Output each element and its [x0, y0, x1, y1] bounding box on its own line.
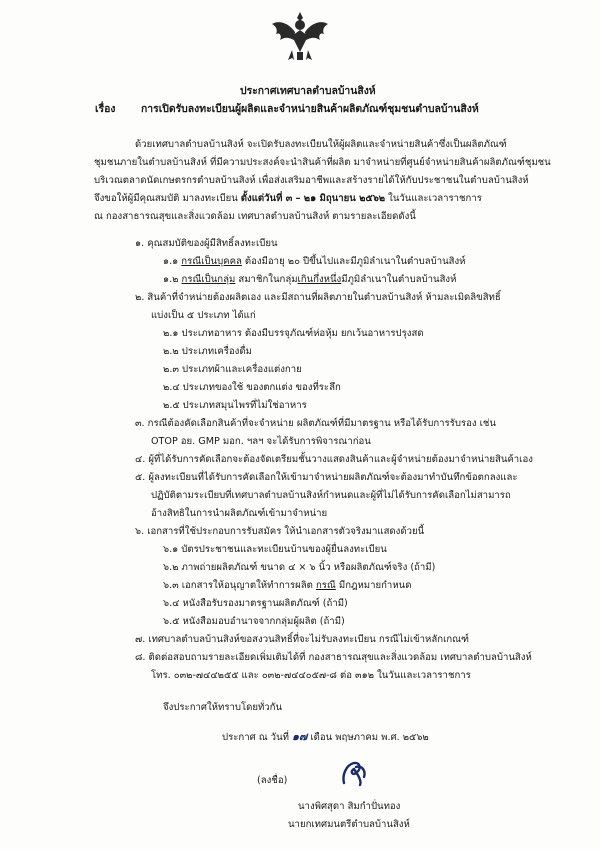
item-1: ๑. คุณสมบัติของผู้มีสิทธิ์ลงทะเบียน: [135, 238, 278, 249]
signer-title: นายกเทศมนตรีตำบลบ้านสิงห์: [288, 819, 410, 830]
item-1-2-majority: เกินกึ่งหนึ่ง: [297, 274, 342, 285]
registration-period: ตั้งแต่วันที่ ๓ – ๒๑ มิถุนายน ๒๕๖๒: [240, 193, 386, 204]
announce-date: [222, 731, 429, 744]
item-3-line-1: ๓. กรณีต้องคัดเลือกสินค้าที่จะจำหน่าย ผลิตภัณฑ์ที่มีมาตรฐาน หรือได้รับการรับรอง เช่น: [135, 418, 496, 429]
item-6-3: [163, 580, 411, 592]
item-5-line-2: ปฏิบัติตามระเบียบที่เทศบาลตำบลบ้านสิงห์กำหนดและผู้ที่ไม่ได้รับการคัดเลือกไม่สามารถ: [151, 490, 511, 501]
item-2-line-1: ๒. สินค้าที่จำหน่ายต้องผลิตเอง และมีสถานที่ผลิตภายในตำบลบ้านสิงห์ ห้ามละเมิดลิขสิทธิ์: [135, 292, 501, 303]
item-3-line-2: OTOP อย. GMP มอก. ฯลฯ จะได้รับการพิจารณาก่อน: [151, 436, 371, 447]
item-8-line-2: โทร. ๐๓๒-๗๔๔๒๕๕ และ ๐๓๒-๗๔๔๐๕๗-๘ ต่อ ๓๑๒ ในวันและเวลาราชการ: [151, 670, 471, 681]
item-6-3-text: ๖.๓ เอกสารให้อนุญาตให้ทำการผลิต: [163, 580, 316, 591]
intro-line-3: บริเวณตลาดนัดเกษตรกรตำบลบ้านสิงห์ เพื่อส่งเสริมอาชีพและสร้างรายได้ให้กับประชาชนในตำบลบ้านสิงห์: [94, 175, 529, 186]
item-1-2-tail: มีภูมิลำเนาในตำบลบ้านสิงห์: [341, 274, 457, 285]
item-1-2-num: ๑.๒: [163, 274, 182, 285]
intro-line-4-tail: ในวันและเวลาราชการ: [385, 193, 482, 204]
item-6-4: ๖.๔ หนังสือรับรองมาตรฐานผลิตภัณฑ์ (ถ้ามี): [163, 598, 348, 609]
intro-line-4-text: จึงขอให้ผู้มีคุณสมบัติ มาลงทะเบียน: [94, 193, 241, 204]
intro-line-5: ณ กองสาธารณสุขและสิ่งแวดล้อม เทศบาลตำบลบ้านสิงห์ ตามรายละเอียดดังนี้: [94, 211, 416, 222]
item-6-1: ๖.๑ บัตรประชาชนและทะเบียนบ้านของผู้ยื่นลงทะเบียน: [163, 544, 387, 555]
announce-day-handwritten: ๑๗: [292, 730, 308, 743]
signer-name: นางพิศสุดา สิมกำปั่นทอง: [298, 801, 401, 812]
item-5-line-1: ๕. ผู้ลงทะเบียนที่ได้รับการคัดเลือกให้เข้ามาจำหน่ายผลิตภัณฑ์จะต้องมาทำบันทึกข้อตกลงและ: [135, 472, 518, 483]
item-8-line-1: ๘. ติดต่อสอบถามรายละเอียดเพิ่มเติมได้ที่ กองสาธารณสุขและสิ่งแวดล้อม เทศบาลตำบลบ้านสิงห์: [135, 652, 532, 663]
subject-text: การเปิดรับลงทะเบียนผู้ผลิตและจำหน่ายสินค้าผลิตภัณฑ์ชุมชนตำบลบ้านสิงห์: [141, 103, 479, 115]
item-1-1: [163, 256, 466, 268]
item-6-3-case: กรณี: [315, 580, 336, 591]
signature-icon: [336, 757, 376, 789]
item-2-2: ๒.๒ ประเภทเครื่องดื่ม: [163, 346, 252, 357]
announce-date-label: ประกาศ ณ วันที่: [222, 732, 289, 743]
item-2-1: ๒.๑ ประเภทอาหาร ต้องมีบรรจุภัณฑ์ห่อหุ้ม ยกเว้นอาหารปรุงสด: [163, 328, 424, 339]
item-1-2-case: กรณีเป็นกลุ่ม: [181, 274, 236, 285]
item-6-3-tail: มีกฎหมายกำหนด: [335, 580, 412, 591]
item-5-line-3: อ้างสิทธิในการนำผลิตภัณฑ์เข้ามาจำหน่าย: [151, 508, 328, 519]
item-4: ๔. ผู้ที่ได้รับการคัดเลือกจะต้องจัดเตรียมชั้นวางแสดงสินค้าและผู้จำหน่ายต้องมาจำหน่ายสินค้าเอง: [135, 454, 533, 465]
announce-line: จึงประกาศให้ทราบโดยทั่วกัน: [163, 702, 283, 713]
intro-line-1: ด้วยเทศบาลตำบลบ้านสิงห์ จะเปิดรับลงทะเบียนให้ผู้ผลิตและจำหน่ายสินค้าซึ่งเป็นผลิตภัณฑ์: [135, 139, 507, 150]
item-1-1-case: กรณีเป็นบุคคล: [181, 256, 242, 267]
item-7: ๗. เทศบาลตำบลบ้านสิงห์ขอสงวนสิทธิ์ที่จะไม่รับลงทะเบียน กรณีไม่เข้าหลักเกณฑ์: [135, 634, 470, 645]
item-6-5: ๖.๕ หนังสือมอบอำนาจจากกลุ่มผู้ผลิต (ถ้ามี): [163, 616, 345, 627]
announcement-title: ประกาศเทศบาลตำบลบ้านสิงห์: [240, 85, 376, 97]
item-1-2-text: สมาชิกในกลุ่ม: [235, 274, 298, 285]
signed-label: (ลงชื่อ): [257, 775, 288, 786]
announce-month-year: เดือน พฤษภาคม พ.ศ. ๒๕๖๒: [307, 732, 429, 743]
item-1-2: [163, 274, 456, 286]
garuda-emblem-icon: [270, 10, 330, 62]
item-6: ๖. เอกสารที่ใช้ประกอบการรับสมัคร ให้นำเอกสารตัวจริงมาแสดงด้วยนี้: [135, 526, 425, 537]
item-2-3: ๒.๓ ประเภทผ้าและเครื่องแต่งกาย: [163, 364, 302, 375]
item-1-1-text: ต้องมีอายุ ๒๐ ปีขึ้นไปและมีภูมิลำเนาในตำบลบ้านสิงห์: [241, 256, 466, 267]
subject-label: เรื่อง: [95, 103, 116, 115]
item-1-1-num: ๑.๑: [163, 256, 182, 267]
item-2-line-2: แบ่งเป็น ๕ ประเภท ได้แก่: [151, 310, 256, 321]
intro-line-2: ชุมชนภายในตำบลบ้านสิงห์ ที่มีความประสงค์จะนำสินค้าที่ผลิต มาจำหน่ายที่ศูนย์จำหน่ายสินค้าผลิตภัณฑ์ชุมชน: [94, 157, 551, 168]
item-2-4: ๒.๔ ประเภทของใช้ ของตกแต่ง ของที่ระลึก: [163, 382, 341, 393]
item-6-2: ๖.๒ ภาพถ่ายผลิตภัณฑ์ ขนาด ๔ × ๖ นิ้ว หรือผลิตภัณฑ์จริง (ถ้ามี): [163, 562, 436, 573]
intro-line-4: [94, 193, 482, 205]
item-2-5: ๒.๕ ประเภทสมุนไพรที่ไม่ใช่อาหาร: [163, 400, 307, 411]
